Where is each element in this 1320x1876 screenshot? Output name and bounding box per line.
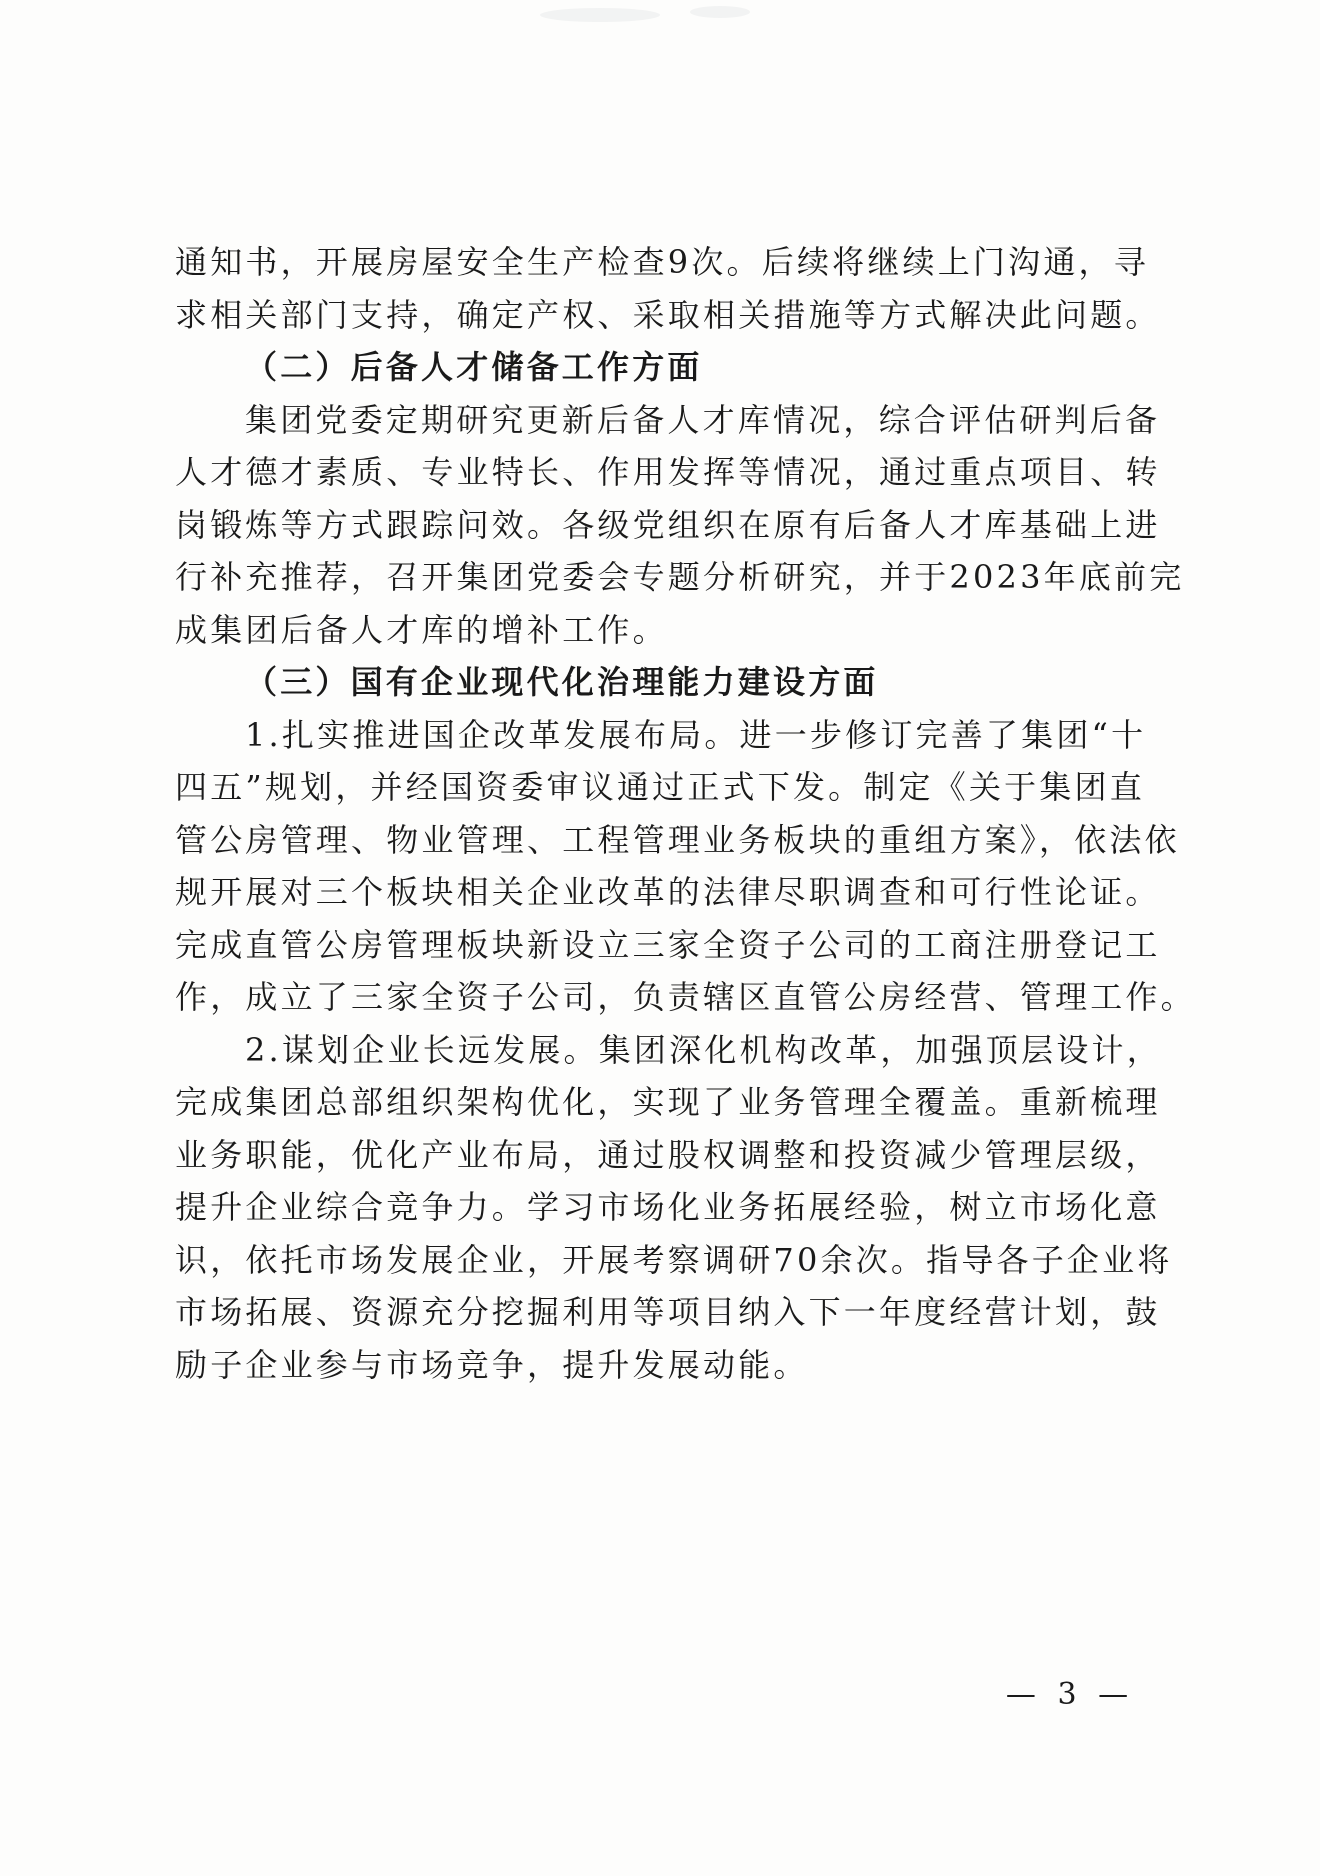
scan-smudge xyxy=(690,6,750,18)
section-heading xyxy=(175,656,1153,709)
text-line: 成集团后备人才库的增补工作。 xyxy=(175,610,668,649)
text-line: （三）国有企业现代化治理能力建设方面 xyxy=(245,663,879,701)
text-line: 人才德才素质、专业特长、作用发挥等情况，通过重点项目、转 xyxy=(175,453,1161,491)
scan-smudge xyxy=(540,8,660,22)
paragraph xyxy=(175,709,1196,1024)
paragraph xyxy=(175,1024,1173,1392)
text-line: 励子企业参与市场竞争，提升发展动能。 xyxy=(175,1345,809,1384)
text-line: 集团党委定期研究更新后备人才库情况，综合评估研判后备 xyxy=(245,400,1161,439)
paragraph xyxy=(175,394,1185,657)
text-line: 1.扎实推进国企改革发展布局。进一步修订完善了集团“十 xyxy=(245,715,1147,754)
document-body xyxy=(175,236,1196,1391)
text-line: 作，成立了三家全资子公司，负责辖区直管公房经营、管理工作。 xyxy=(175,978,1196,1016)
section-heading xyxy=(175,341,1153,394)
text-line: 识，依托市场发展企业，开展考察调研70余次。指导各子企业将 xyxy=(175,1240,1173,1279)
paragraph xyxy=(175,236,1161,341)
text-line: 管公房管理、物业管理、工程管理业务板块的重组方案》，依法依 xyxy=(175,820,1180,859)
text-line: 市场拓展、资源充分挖掘利用等项目纳入下一年度经营计划，鼓 xyxy=(175,1293,1161,1331)
text-line: 行补充推荐，召开集团党委会专题分析研究，并于2023年底前完 xyxy=(175,558,1185,596)
text-line: 完成直管公房管理板块新设立三家全资子公司的工商注册登记工 xyxy=(175,925,1161,964)
text-line: 求相关部门支持，确定产权、采取相关措施等方式解决此问题。 xyxy=(175,295,1161,334)
page-number: — 3 — xyxy=(1005,1677,1135,1712)
text-line: 通知书，开展房屋安全生产检查9次。后续将继续上门沟通，寻 xyxy=(175,243,1149,281)
text-line: 提升企业综合竞争力。学习市场化业务拓展经验，树立市场化意 xyxy=(175,1188,1161,1226)
text-line: （二）后备人才储备工作方面 xyxy=(245,348,703,386)
text-line: 2.谋划企业长远发展。集团深化机构改革，加强顶层设计， xyxy=(245,1030,1162,1069)
text-line: 岗锻炼等方式跟踪问效。各级党组织在原有后备人才库基础上进 xyxy=(175,505,1161,544)
text-line: 完成集团总部组织架构优化，实现了业务管理全覆盖。重新梳理 xyxy=(175,1083,1161,1121)
text-line: 规开展对三个板块相关企业改革的法律尽职调查和可行性论证。 xyxy=(175,873,1161,911)
text-line: 四五”规划，并经国资委审议通过正式下发。制定《关于集团直 xyxy=(175,768,1145,806)
text-line: 业务职能，优化产业布局，通过股权调整和投资减少管理层级， xyxy=(175,1135,1161,1174)
